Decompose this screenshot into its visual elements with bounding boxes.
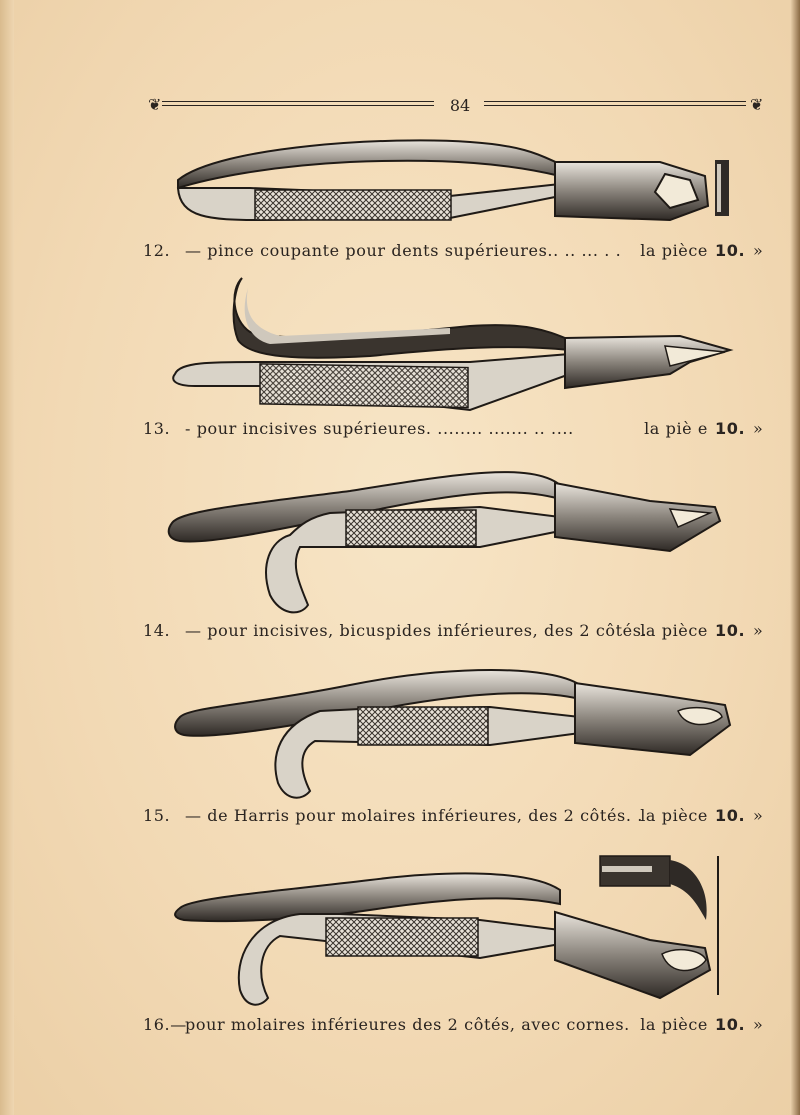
horned-forceps-illustration (150, 850, 750, 1010)
item-unit: la pièce (640, 621, 708, 640)
upper-incisor-forceps-illustration (150, 270, 750, 415)
item-price: 10. (715, 241, 746, 260)
header-rule-left (162, 101, 434, 106)
page-header (148, 95, 768, 119)
item-description: pour molaires inférieures des 2 côtés, avec cornes. (185, 1015, 630, 1034)
item-price: 10. (715, 419, 746, 438)
lower-incisor-forceps-illustration (150, 455, 750, 620)
item-price: 10. (715, 806, 746, 825)
item-raquo: » (753, 419, 764, 438)
item-number: 16.— (143, 1015, 187, 1034)
item-caption (143, 418, 773, 440)
item-raquo: » (753, 806, 764, 825)
ornament-right-icon: ❦ (750, 95, 764, 114)
item-unit: la pièce (640, 241, 708, 260)
item-raquo: » (753, 1015, 764, 1034)
page-edge (790, 0, 800, 1115)
item-caption (143, 240, 773, 262)
page-gutter (0, 0, 14, 1115)
item-description: — de Harris pour molaires inférieures, des 2 côtés. . (185, 806, 643, 825)
item-price: 10. (715, 621, 746, 640)
item-unit: la piè e (644, 419, 708, 438)
harris-forceps-illustration (150, 655, 750, 800)
page-number: 84 (449, 96, 471, 115)
item-description: — pince coupante pour dents supérieures.. .. ... . . (185, 241, 622, 260)
item-unit: la pièce (640, 806, 708, 825)
item-raquo: » (753, 621, 764, 640)
item-number: 13. (143, 419, 171, 438)
item-caption (143, 620, 773, 642)
cutting-forceps-illustration (150, 128, 750, 228)
item-unit: la pièce (640, 1015, 708, 1034)
header-rule-right (484, 101, 746, 106)
item-price: 10. (715, 1015, 746, 1034)
item-description: — pour incisives, bicuspides inférieures, des 2 côtés. (185, 621, 648, 640)
item-description: - pour incisives supérieures. ........ ....... .. .... (185, 419, 574, 438)
item-number: 14. (143, 621, 171, 640)
item-caption (143, 805, 773, 827)
item-raquo: » (753, 241, 764, 260)
item-number: 12. (143, 241, 171, 260)
item-number: 15. (143, 806, 171, 825)
item-caption (143, 1014, 773, 1036)
ornament-left-icon: ❦ (148, 95, 162, 114)
